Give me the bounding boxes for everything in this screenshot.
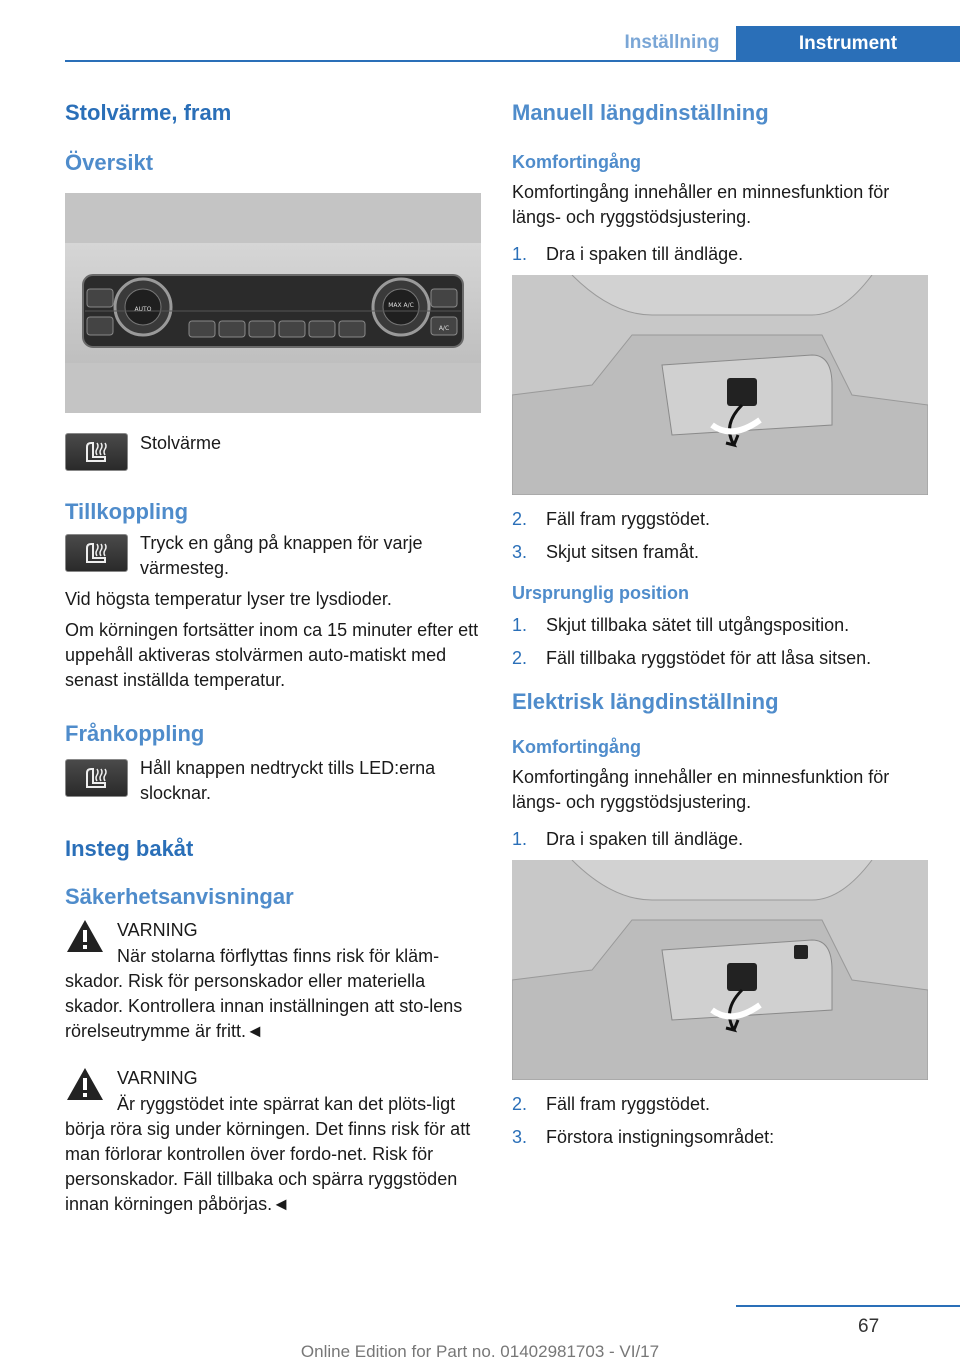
seat-lever-drawing bbox=[512, 860, 928, 1080]
manual-heading: Manuell längdinställning bbox=[512, 100, 769, 125]
on-paragraph-2: Om körningen fortsätter inom ca 15 minuter efter ett uppehåll aktiveras stolvärmen auto-matiskt med senast inställda temperatur. bbox=[65, 620, 479, 691]
on-text: Tryck en gång på knappen för varje värmesteg. bbox=[140, 533, 423, 579]
steps-a bbox=[512, 242, 928, 267]
ac-label: A/C bbox=[438, 324, 450, 332]
seat-lever-image-1 bbox=[512, 275, 928, 495]
comfort-heading-2: Komfortingång bbox=[512, 736, 641, 757]
auto-label: AUTO bbox=[134, 305, 152, 313]
comfort-heading-1: Komfortingång bbox=[512, 152, 641, 173]
list-item: 1. Dra i spaken till ändläge. bbox=[512, 828, 744, 849]
seat-heating-icon bbox=[65, 433, 128, 471]
on-row bbox=[65, 531, 481, 581]
origin-heading: Ursprunglig position bbox=[512, 582, 689, 603]
climate-panel-drawing bbox=[65, 193, 481, 413]
climate-panel-image bbox=[65, 193, 481, 413]
entry-heading: Insteg bakåt bbox=[65, 835, 194, 861]
comfort-text-2: Komfortingång innehåller en minnesfunktion för längs- och ryggstödsjustering. bbox=[512, 766, 890, 812]
warning-icon bbox=[65, 1066, 105, 1102]
list-item: 1. Skjut tillbaka sätet till utgångsposition. bbox=[512, 614, 850, 635]
list-item: 2. Fäll fram ryggstödet. bbox=[512, 508, 711, 529]
off-heading: Frånkoppling bbox=[65, 721, 205, 747]
list-item: 2. Fäll tillbaka ryggstödet för att låsa sitsen. bbox=[512, 647, 872, 668]
warning-2-text: Är ryggstödet inte spärrat kan det plöts-ligt börja röra sig under körningen. Det finns risk för att man förlorar kontrollen över fordo-net. Risk för personskador. Fäll tillbaka och spärra ryggstöden innan körningen påbörjas.◄ bbox=[65, 1094, 471, 1215]
right-column bbox=[512, 100, 928, 1158]
overview-heading: Översikt bbox=[65, 150, 154, 176]
on-heading: Tillkoppling bbox=[65, 498, 189, 524]
list-item: 2. Fäll fram ryggstödet. bbox=[512, 1093, 711, 1114]
legend-label: Stolvärme bbox=[140, 432, 222, 453]
steps-b bbox=[512, 507, 928, 565]
left-column bbox=[65, 100, 481, 1217]
seat-heating-icon bbox=[65, 534, 128, 572]
list-item: 3. Förstora instigningsområdet: bbox=[512, 1126, 775, 1147]
list-item: 3. Skjut sitsen framåt. bbox=[512, 541, 700, 562]
footer-rule bbox=[736, 1305, 960, 1307]
steps-c bbox=[512, 613, 928, 671]
electric-heading: Elektrisk längdinställning bbox=[512, 688, 779, 714]
section-title: Stolvärme, fram bbox=[65, 100, 232, 125]
steps-e bbox=[512, 1092, 928, 1150]
seat-lever-drawing bbox=[512, 275, 928, 495]
tab-instrument[interactable]: Instrument bbox=[736, 26, 960, 62]
off-text: Håll knappen nedtryckt tills LED:erna slocknar. bbox=[140, 757, 436, 803]
comfort-text-1: Komfortingång innehåller en minnesfunktion för längs- och ryggstödsjustering. bbox=[512, 181, 890, 227]
warning-1 bbox=[65, 918, 481, 1044]
on-paragraph-1: Vid högsta temperatur lyser tre lysdioder. bbox=[65, 589, 392, 610]
legend-row bbox=[65, 433, 481, 471]
edition-text: Online Edition for Part no. 01402981703 - VI/17 bbox=[300, 1342, 660, 1361]
warning-icon bbox=[65, 918, 105, 954]
list-item: 1. Dra i spaken till ändläge. bbox=[512, 243, 744, 264]
page-number: 67 bbox=[858, 1316, 880, 1337]
warning-2 bbox=[65, 1066, 481, 1217]
seat-lever-image-2 bbox=[512, 860, 928, 1080]
off-row bbox=[65, 756, 481, 806]
tab-installning[interactable]: Inställning bbox=[624, 32, 720, 53]
warning-1-title: VARNING bbox=[117, 920, 198, 941]
warning-1-text: När stolarna förflyttas finns risk för kläm-skador. Risk för personskador eller materiella skador. Kontrollera innan inställningen att sto-lens rörelseutrymme är fritt.◄ bbox=[65, 946, 463, 1042]
warning-2-title: VARNING bbox=[117, 1068, 198, 1089]
max-ac-label: MAX A/C bbox=[388, 301, 414, 309]
seat-heating-icon bbox=[65, 759, 128, 797]
header-rule bbox=[65, 60, 960, 62]
steps-d bbox=[512, 827, 928, 852]
safety-heading: Säkerhetsanvisningar bbox=[65, 883, 294, 909]
